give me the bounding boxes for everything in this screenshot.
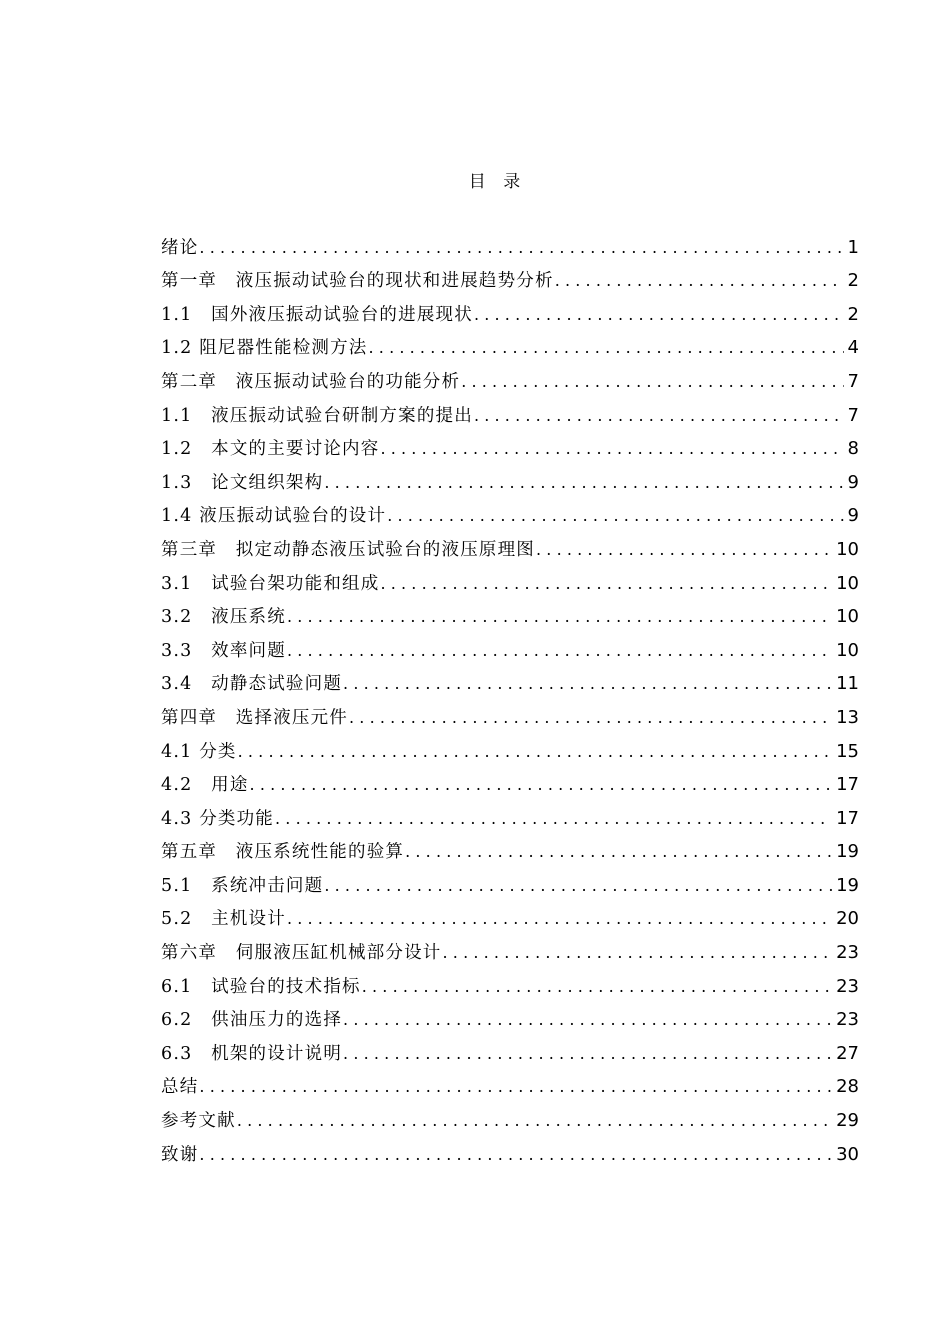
toc-entry-text: 4.3 分类功能: [161, 808, 274, 829]
toc-dot-leader: [250, 773, 833, 797]
toc-entry-page-number: 10: [836, 639, 859, 661]
toc-list: [161, 226, 859, 1167]
toc-entry-text: 6.3 机架的设计说明: [161, 1043, 343, 1064]
toc-dot-leader: [387, 504, 843, 528]
toc-dot-leader: [362, 975, 832, 999]
toc-dot-leader: [380, 437, 843, 461]
toc-entry-page-number: 23: [836, 942, 859, 964]
toc-entry-page-number: 1: [847, 236, 859, 258]
toc-entry: [161, 428, 859, 462]
toc-entry-page-number: 8: [847, 438, 859, 460]
toc-entry-page-number: 19: [836, 841, 859, 863]
toc-entry-page-number: 27: [836, 1042, 859, 1064]
toc-entry-text: 1.3 论文组织架构: [161, 472, 324, 493]
toc-entry-page-number: 10: [836, 606, 859, 628]
toc-entry-text: 6.1 试验台的技术指标: [161, 976, 361, 997]
toc-entry-text: 参考文献: [161, 1111, 236, 1132]
toc-entry: [161, 562, 859, 596]
toc-entry-text: 1.1 液压振动试验台研制方案的提出: [161, 405, 473, 426]
toc-entry: [161, 293, 859, 327]
toc-entry: [161, 528, 859, 562]
toc-entry-text: 6.2 供油压力的选择: [161, 1010, 343, 1031]
toc-entry: [161, 864, 859, 898]
toc-entry: [161, 764, 859, 798]
toc-dot-leader: [237, 1109, 832, 1133]
toc-entry: [161, 1066, 859, 1100]
toc-entry-page-number: 17: [836, 774, 859, 796]
toc-dot-leader: [324, 471, 843, 495]
toc-dot-leader: [287, 605, 832, 629]
toc-title: 目 录: [468, 172, 527, 192]
toc-entry-text: 5.1 系统冲击问题: [161, 875, 324, 896]
toc-entry-text: 1.1 国外液压振动试验台的进展现状: [161, 304, 473, 325]
toc-entry-page-number: 19: [836, 874, 859, 896]
toc-dot-leader: [474, 404, 844, 428]
toc-entry-page-number: 9: [847, 471, 859, 493]
toc-entry-page-number: 23: [836, 1009, 859, 1031]
toc-entry-text: 第四章 选择液压元件: [161, 707, 348, 728]
toc-entry: [161, 663, 859, 697]
toc-dot-leader: [287, 639, 832, 663]
toc-entry-text: 致谢: [161, 1144, 199, 1165]
toc-entry-page-number: 2: [847, 270, 859, 292]
toc-entry-text: 3.1 试验台架功能和组成: [161, 573, 380, 594]
toc-dot-leader: [536, 538, 832, 562]
toc-dot-leader: [343, 1042, 832, 1066]
toc-entry-text: 3.4 动静态试验问题: [161, 674, 343, 695]
toc-entry-text: 第二章 液压振动试验台的功能分析: [161, 371, 461, 392]
toc-entry-page-number: 13: [836, 706, 859, 728]
toc-dot-leader: [199, 1143, 832, 1167]
toc-entry-text: 第一章 液压振动试验台的现状和进展趋势分析: [161, 271, 554, 292]
toc-dot-leader: [443, 941, 833, 965]
toc-dot-leader: [369, 336, 844, 360]
toc-entry: [161, 831, 859, 865]
toc-dot-leader: [555, 269, 844, 293]
toc-entry: [161, 394, 859, 428]
toc-entry: [161, 360, 859, 394]
toc-entry-page-number: 10: [836, 538, 859, 560]
toc-entry-text: 1.2 阻尼器性能检测方法: [161, 338, 368, 359]
toc-entry: [161, 931, 859, 965]
toc-entry: [161, 797, 859, 831]
toc-entry-text: 绪论: [161, 237, 199, 258]
toc-entry-text: 4.1 分类: [161, 741, 237, 762]
toc-entry: [161, 629, 859, 663]
toc-entry: [161, 226, 859, 260]
toc-entry: [161, 696, 859, 730]
toc-entry-text: 1.2 本文的主要讨论内容: [161, 439, 380, 460]
toc-entry: [161, 1133, 859, 1167]
toc-entry: [161, 1099, 859, 1133]
toc-entry-page-number: 9: [847, 505, 859, 527]
toc-dot-leader: [275, 807, 832, 831]
toc-entry-page-number: 11: [836, 673, 859, 695]
toc-entry-page-number: 20: [836, 908, 859, 930]
toc-entry: [161, 730, 859, 764]
toc-entry-text: 3.3 效率问题: [161, 640, 286, 661]
toc-entry: [161, 898, 859, 932]
toc-entry: [161, 461, 859, 495]
toc-dot-leader: [474, 303, 844, 327]
toc-entry-page-number: 30: [836, 1143, 859, 1165]
toc-entry-text: 总结: [161, 1077, 199, 1098]
toc-entry-text: 5.2 主机设计: [161, 909, 286, 930]
toc-entry-text: 3.2 液压系统: [161, 607, 286, 628]
toc-dot-leader: [199, 1075, 832, 1099]
toc-dot-leader: [380, 572, 832, 596]
toc-entry-text: 第六章 伺服液压缸机械部分设计: [161, 943, 442, 964]
toc-entry-page-number: 7: [847, 404, 859, 426]
toc-entry: [161, 327, 859, 361]
toc-entry-text: 4.2 用途: [161, 775, 249, 796]
toc-entry-page-number: 4: [847, 337, 859, 359]
toc-entry-page-number: 15: [836, 740, 859, 762]
toc-entry-page-number: 2: [847, 303, 859, 325]
toc-entry: [161, 596, 859, 630]
toc-dot-leader: [343, 1008, 832, 1032]
toc-entry-page-number: 29: [836, 1110, 859, 1132]
toc-entry-text: 第三章 拟定动静态液压试验台的液压原理图: [161, 539, 535, 560]
toc-entry: [161, 495, 859, 529]
toc-dot-leader: [324, 874, 832, 898]
toc-dot-leader: [461, 370, 843, 394]
toc-dot-leader: [349, 706, 832, 730]
toc-entry-page-number: 7: [847, 370, 859, 392]
toc-dot-leader: [405, 840, 832, 864]
toc-dot-leader: [238, 740, 833, 764]
toc-entry-page-number: 28: [836, 1076, 859, 1098]
toc-entry: [161, 260, 859, 294]
toc-entry: [161, 1032, 859, 1066]
toc-entry-page-number: 17: [836, 807, 859, 829]
toc-entry-page-number: 10: [836, 572, 859, 594]
toc-dot-leader: [199, 236, 843, 260]
toc-entry-text: 第五章 液压系统性能的验算: [161, 842, 405, 863]
toc-entry: [161, 999, 859, 1033]
toc-dot-leader: [343, 672, 832, 696]
toc-dot-leader: [287, 907, 832, 931]
toc-entry-page-number: 23: [836, 975, 859, 997]
toc-entry: [161, 965, 859, 999]
toc-entry-text: 1.4 液压振动试验台的设计: [161, 506, 387, 527]
